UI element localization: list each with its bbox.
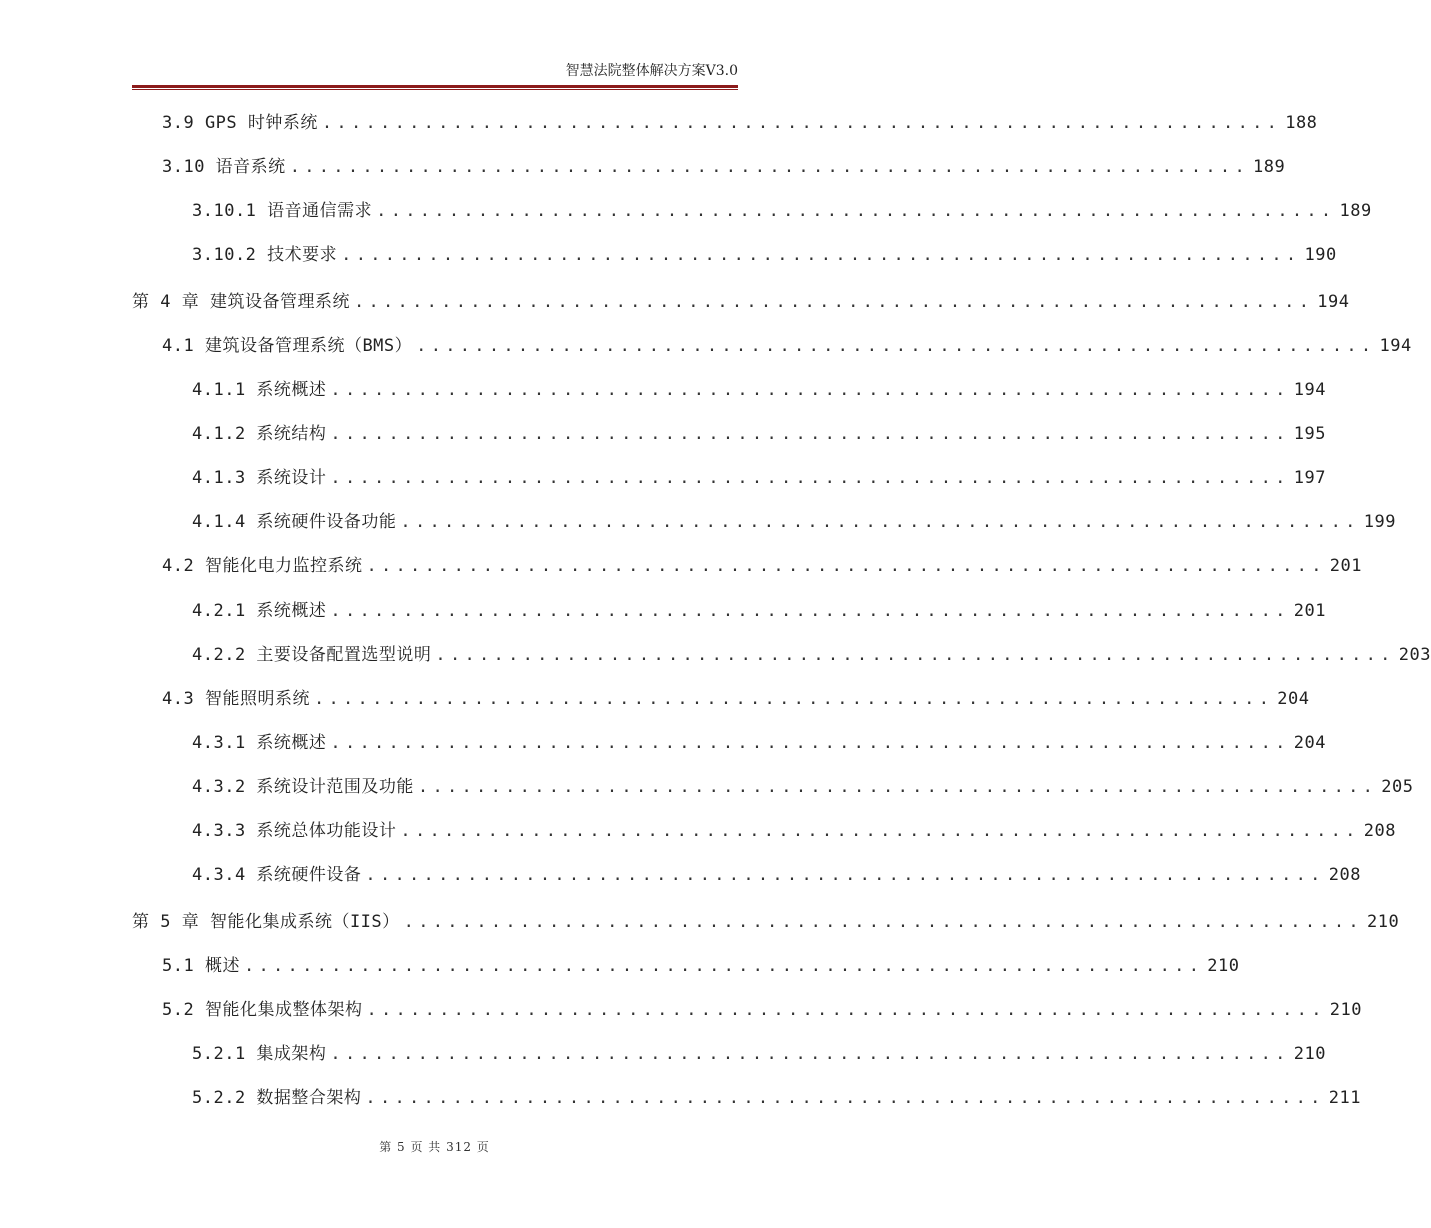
toc-entry-page: 189 — [1339, 201, 1372, 221]
toc-entry-page: 204 — [1293, 733, 1326, 753]
toc-entry-label: 4.3.2 系统设计范围及功能 — [192, 777, 414, 797]
toc-entry-page: 189 — [1253, 157, 1286, 177]
toc-entry-page: 210 — [1329, 1000, 1362, 1020]
toc-entry-page: 211 — [1328, 1088, 1361, 1108]
toc-entry-page: 203 — [1398, 645, 1431, 665]
toc-leader-dots: .................................................................. — [416, 336, 1376, 356]
toc-leader-dots: .................................................................. — [400, 821, 1360, 841]
toc-entry-page: 201 — [1329, 556, 1362, 576]
toc-leader-dots: .................................................................. — [366, 1000, 1326, 1020]
toc-entry-label: 第 5 章 智能化集成系统（IIS） — [132, 912, 400, 932]
toc-leader-dots: .................................................................. — [400, 512, 1360, 532]
toc-entry-page: 210 — [1207, 956, 1240, 976]
toc-entry-page: 199 — [1363, 512, 1396, 532]
toc-entry-label: 4.1.3 系统设计 — [192, 468, 327, 488]
toc-entry[interactable] — [192, 196, 1372, 222]
toc-leader-dots: .................................................................. — [289, 157, 1249, 177]
toc-entry-label: 5.2.2 数据整合架构 — [192, 1088, 362, 1108]
toc-entry-page: 201 — [1293, 601, 1326, 621]
toc-entry[interactable] — [192, 419, 1326, 445]
toc-leader-dots: .................................................................. — [330, 1044, 1290, 1064]
toc-entry-label: 4.3.3 系统总体功能设计 — [192, 821, 397, 841]
toc-entry-page: 208 — [1363, 821, 1396, 841]
toc-entry[interactable] — [162, 951, 1240, 977]
toc-entry[interactable] — [192, 772, 1414, 798]
toc-entry[interactable] — [162, 108, 1318, 134]
toc-entry-page: 194 — [1317, 292, 1350, 312]
toc-entry[interactable] — [162, 684, 1310, 710]
toc-entry-label: 4.1.2 系统结构 — [192, 424, 327, 444]
toc-entry-page: 210 — [1366, 912, 1400, 932]
toc-entry[interactable] — [192, 507, 1396, 533]
toc-entry[interactable] — [162, 331, 1412, 357]
document-title: 智慧法院整体解决方案V3.0 — [565, 63, 738, 79]
toc-entry[interactable] — [192, 640, 1431, 666]
toc-entry-page: 194 — [1293, 380, 1326, 400]
toc-entry-label: 4.2.2 主要设备配置选型说明 — [192, 645, 432, 665]
toc-entry-label: 5.2.1 集成架构 — [192, 1044, 327, 1064]
toc-entry-label: 4.1.4 系统硬件设备功能 — [192, 512, 397, 532]
toc-entry[interactable] — [162, 551, 1362, 577]
toc-leader-dots: .................................................................. — [330, 424, 1290, 444]
toc-entry[interactable] — [192, 860, 1361, 886]
toc-entry-label: 4.3.1 系统概述 — [192, 733, 327, 753]
page-footer: 第 5 页 共 312 页 — [379, 1140, 490, 1154]
toc-entry-label: 4.1.1 系统概述 — [192, 380, 327, 400]
toc-leader-dots: .................................................................. — [321, 113, 1282, 133]
toc-entry[interactable] — [162, 995, 1362, 1021]
toc-leader-dots: .................................................................. — [353, 292, 1314, 312]
toc-entry-page: 210 — [1293, 1044, 1326, 1064]
toc-leader-dots: .................................................................. — [341, 245, 1301, 265]
toc-entry-label: 4.2 智能化电力监控系统 — [162, 556, 363, 576]
toc-entry-label: 4.3 智能照明系统 — [162, 689, 310, 709]
toc-entry-page: 195 — [1293, 424, 1326, 444]
toc-entry[interactable] — [162, 152, 1286, 178]
toc-leader-dots: .................................................................. — [403, 912, 1363, 932]
toc-entry-chapter[interactable] — [132, 287, 1350, 313]
toc-entry-label: 3.10.1 语音通信需求 — [192, 201, 373, 221]
toc-entry[interactable] — [192, 463, 1326, 489]
toc-entry-page: 208 — [1328, 865, 1361, 885]
toc-entry[interactable] — [192, 1083, 1361, 1109]
toc-entry-label: 5.2 智能化集成整体架构 — [162, 1000, 363, 1020]
toc-leader-dots: .................................................................. — [435, 645, 1395, 665]
toc-entry-label: 3.10 语音系统 — [162, 157, 286, 177]
toc-leader-dots: .................................................................. — [365, 865, 1325, 885]
toc-leader-dots: .................................................................. — [417, 777, 1378, 797]
toc-entry-label: 4.1 建筑设备管理系统（BMS） — [162, 336, 413, 356]
toc-entry-page: 204 — [1277, 689, 1310, 709]
toc-entry-page: 197 — [1293, 468, 1326, 488]
toc-entry-label: 4.2.1 系统概述 — [192, 601, 327, 621]
toc-entry-page: 188 — [1285, 113, 1318, 133]
toc-entry-label: 4.3.4 系统硬件设备 — [192, 865, 362, 885]
toc-leader-dots: .................................................................. — [243, 956, 1204, 976]
toc-leader-dots: .................................................................. — [330, 733, 1290, 753]
toc-entry[interactable] — [192, 1039, 1326, 1065]
toc-entry-chapter[interactable] — [132, 907, 1400, 933]
toc-entry-page: 205 — [1381, 777, 1414, 797]
toc-entry-label: 第 4 章 建筑设备管理系统 — [132, 292, 350, 312]
toc-entry-page: 194 — [1379, 336, 1412, 356]
toc-entry[interactable] — [192, 816, 1396, 842]
toc-entry[interactable] — [192, 596, 1326, 622]
toc-entry[interactable] — [192, 728, 1326, 754]
toc-leader-dots: .................................................................. — [330, 468, 1290, 488]
toc-leader-dots: .................................................................. — [330, 380, 1290, 400]
toc-leader-dots: .................................................................. — [376, 201, 1336, 221]
toc-entry-label: 3.10.2 技术要求 — [192, 245, 338, 265]
toc-entry-label: 3.9 GPS 时钟系统 — [162, 113, 318, 133]
toc-leader-dots: .................................................................. — [365, 1088, 1325, 1108]
toc-entry-page: 190 — [1304, 245, 1337, 265]
toc-entry[interactable] — [192, 240, 1337, 266]
toc-leader-dots: .................................................................. — [313, 689, 1274, 709]
toc-leader-dots: .................................................................. — [330, 601, 1290, 621]
toc-leader-dots: .................................................................. — [366, 556, 1326, 576]
toc-entry-label: 5.1 概述 — [162, 956, 240, 976]
toc-entry[interactable] — [192, 375, 1326, 401]
